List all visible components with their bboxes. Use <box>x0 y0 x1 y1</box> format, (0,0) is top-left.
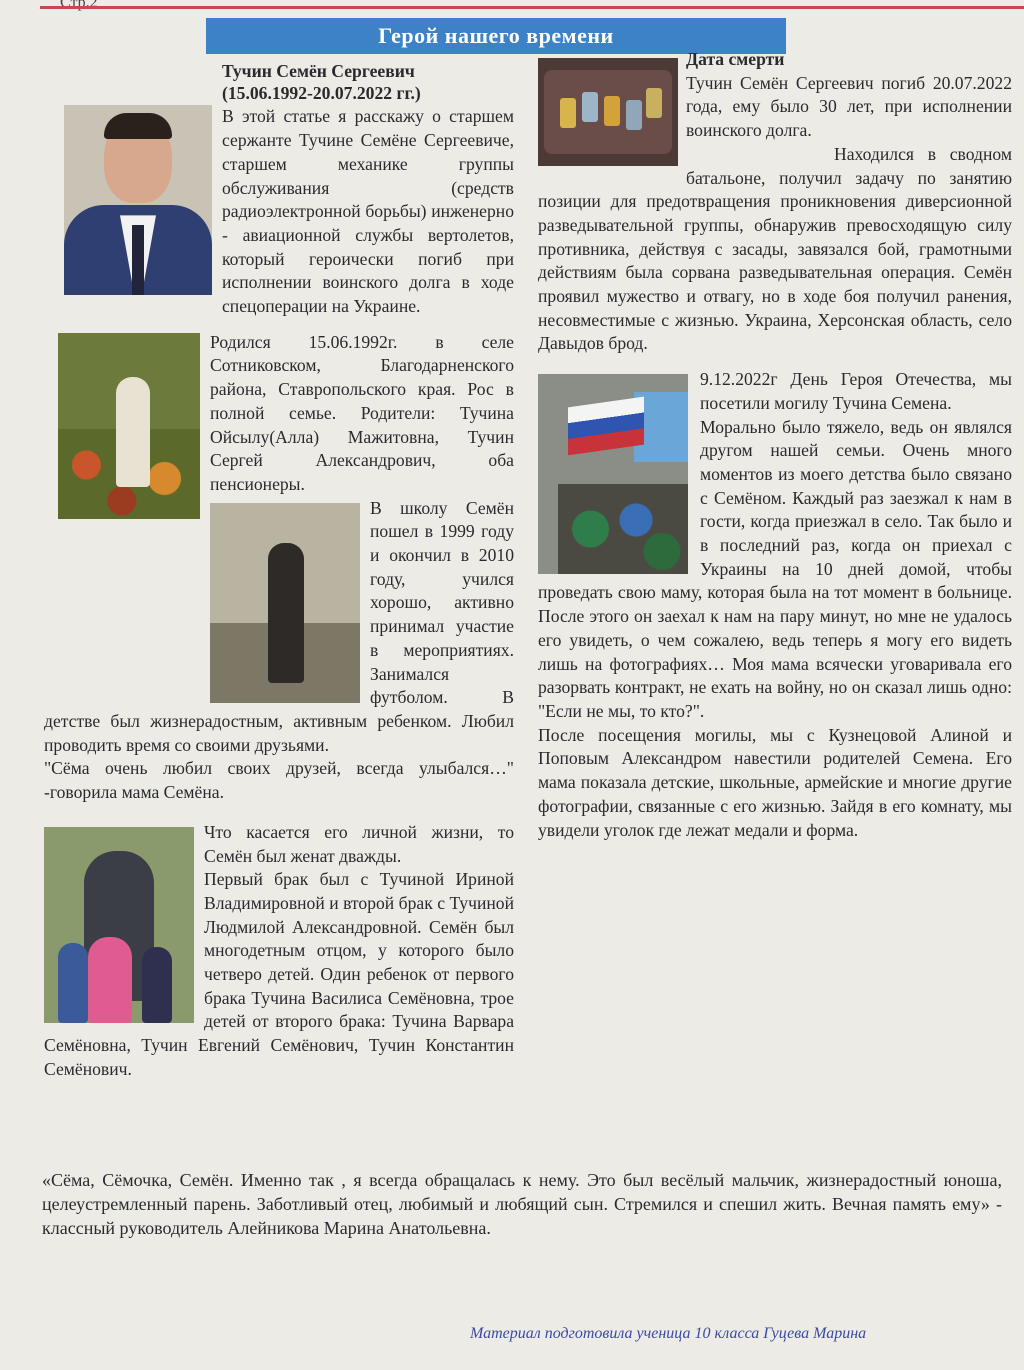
birth-paragraph: Родился 15.06.1992г. в селе Сотниковском, Благодарненского района, Ставропольского края. Рос в полной семье. Родители: Тучина Ойсылу(Алла) Мажитовна, Тучин Сергей Александрович, оба пенсионеры. <box>210 331 514 494</box>
death-paragraph: Тучин Семён Сергеевич погиб 20.07.2022 года, ему было 30 лет, при исполнении воинского долга. <box>686 72 1012 141</box>
death-heading: Дата смерти <box>686 49 785 69</box>
childhood-photo-1 <box>58 333 200 519</box>
portrait-photo <box>64 105 212 295</box>
visit-paragraph: 9.12.2022г День Героя Отечества, мы посетили могилу Тучина Семена. <box>700 369 1012 413</box>
closing-quote: «Сёма, Сёмочка, Семён. Именно так , я всегда обращалась к нему. Это был весёлый мальчик, жизнерадостный юноша, целеустремленный парень. Заботливый отец, любимый и любящий сын. Стремился и спешил жить. Вечная память ему» - классный руководитель Алейникова Марина Анатольевна. <box>42 1170 1002 1238</box>
dates-heading: (15.06.1992-20.07.2022 гг.) <box>222 82 421 103</box>
intro-paragraph: В этой статье я расскажу о старшем сержанте Тучине Семёне Сергеевиче, старшем механике группы обслуживания (средств радиоэлектронной борьбы) инженерно - авиационной службы вертолетов, который героически погиб при исполнении воинского долга в ходе спецоперации на Украине. <box>222 106 514 317</box>
memories-paragraph: Морально было тяжело, ведь он являлся другом нашей семьи. Очень много моментов из моего детства было связано с Семёном. Каждый раз заезжал к нам в гости, когда приезжал в село. Так было и в последний раз, когда он приехал с Украины на 10 дней домой, чтобы проведать свою маму, которая была на тот момент в больнице. После этого он заехал к нам на пару минут, но мне не удалось его увидеть, о чем сожалею, ведь теперь я могу его видеть лишь на фотографиях… Моя мама всячески уговаривала его разорвать контракт, не ехать на войну, но он сказал лишь одно: "Если не мы, то кто?". <box>538 416 1012 721</box>
mother-quote: "Сёма очень любил своих друзей, всегда улыбался…" -говорила мама Семёна. <box>44 758 514 803</box>
battle-paragraph: Находился в сводном батальоне, получил задачу по занятию позиции для предотвращения проникновения диверсионной разведывательной группы, обнаружив превосходящую силу противника, действуя с засады, завязался бой, грамотными действиям была сорвана разведывательная операция. Семён проявил мужество и отвагу, но в ходе боя получил ранения, несовместимые с жизнью. Украина, Херсонская область, село Давыдов брод. <box>538 143 1012 354</box>
medals-photo <box>538 58 678 166</box>
banner-title: Герой нашего времени <box>206 18 786 54</box>
name-heading: Тучин Семён Сергеевич <box>222 61 415 81</box>
childhood-photo-2 <box>210 503 360 703</box>
parents-visit-paragraph: После посещения могилы, мы с Кузнецовой Алиной и Поповым Александром навестили родителей Семена. Его мама показала детские, школьные, армейские и многие другие фотографии, связанные с его жизнью. Зайдя в его комнату, мы увидели уголок где лежат медали и форма. <box>538 724 1012 840</box>
marriages-paragraph: Первый брак был с Тучиной Ириной Владимировной и второй брак с Тучиной Людмилой Александровной. Семён был многодетным отцом, у которого было четверо детей. Один ребенок от первого брака Тучина Василиса Семёновна, трое детей от второго брака: Тучина Варвара Семёновна, Тучин Евгений Семёнович, Тучин Константин Семёнович. <box>44 869 514 1079</box>
top-rule <box>40 6 1024 9</box>
author-credit: Материал подготовила ученица 10 класса Гуцева Марина <box>470 1325 867 1342</box>
school-paragraph: В школу Семён пошел в 1999 году и окончил в 2010 году, учился хорошо, активно принимал участие в мероприятиях. Занимался футболом. В детстве был жизнерадостным, активным ребенком. Любил проводить время со своими друзьями. <box>44 497 514 755</box>
grave-photo <box>538 374 688 574</box>
family-photo <box>44 827 194 1023</box>
personal-life-paragraph: Что касается его личной жизни, то Семён был женат дважды. <box>204 821 514 866</box>
right-column <box>538 48 1012 842</box>
left-column <box>44 60 514 1082</box>
